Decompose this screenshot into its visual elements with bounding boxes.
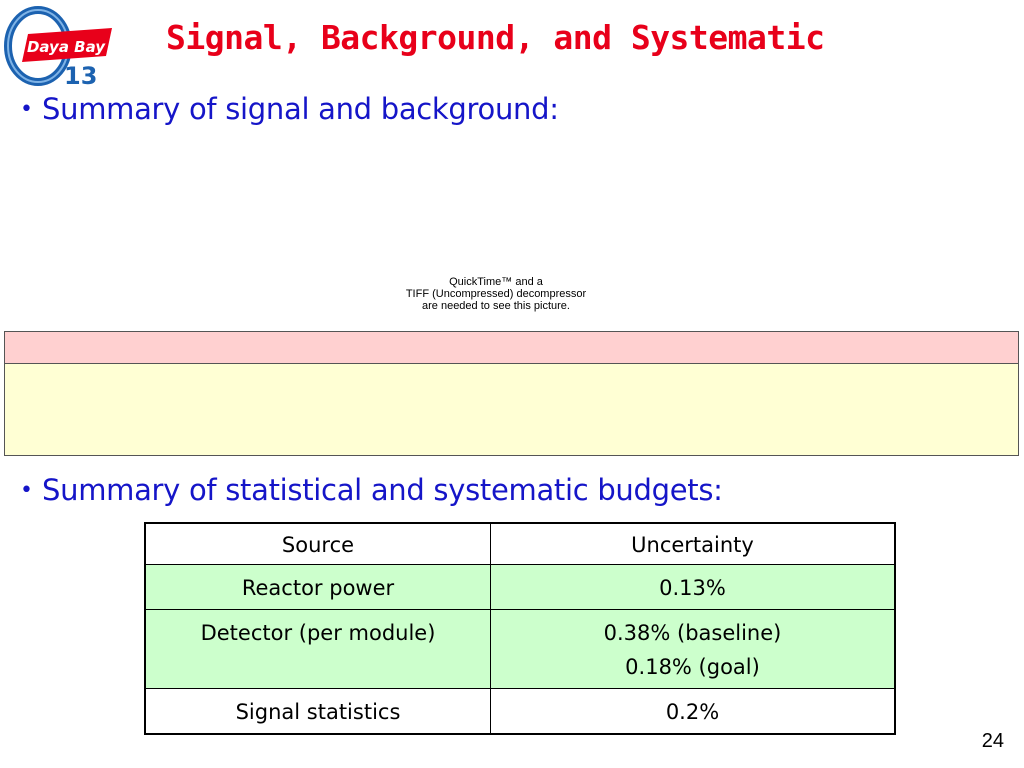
signal-table-body-band	[4, 363, 1019, 456]
bullet-signal-background	[20, 92, 559, 126]
slide-title: Signal, Background, and Systematic	[166, 18, 825, 57]
header-source: Source	[145, 523, 491, 565]
signal-table-header-band	[4, 331, 1019, 364]
theta13-logo-icon	[2, 4, 118, 90]
missing-image-placeholder	[366, 276, 626, 312]
table-row	[145, 610, 895, 689]
bullet-dot-icon: •	[20, 478, 33, 503]
daya-bay-logo	[2, 4, 118, 90]
logo-subscript: 13	[64, 62, 98, 90]
logo-text: Daya Bay	[26, 38, 106, 56]
bullet-text: Summary of signal and background:	[42, 92, 559, 126]
uncertainty-baseline: 0.38% (baseline)	[603, 621, 782, 645]
cell-uncertainty: 0.13%	[491, 565, 896, 610]
cell-source: Reactor power	[145, 565, 491, 610]
uncertainty-budget-table	[144, 522, 896, 735]
cell-uncertainty	[491, 610, 896, 689]
bullet-text: Summary of statistical and systematic budgets:	[42, 473, 723, 507]
cell-source: Detector (per module)	[145, 610, 491, 689]
table-header-row	[145, 523, 895, 565]
cell-source: Signal statistics	[145, 689, 491, 735]
table-row	[145, 689, 895, 735]
page-number: 24	[981, 730, 1004, 752]
bullet-statistical-systematic	[20, 473, 723, 507]
header-uncertainty: Uncertainty	[491, 523, 896, 565]
placeholder-line: are needed to see this picture.	[422, 300, 570, 312]
uncertainty-goal: 0.18% (goal)	[625, 655, 760, 679]
placeholder-line: TIFF (Uncompressed) decompressor	[405, 288, 587, 300]
placeholder-line: QuickTime™ and a	[449, 276, 543, 288]
table-row	[145, 565, 895, 610]
bullet-dot-icon: •	[20, 97, 33, 122]
cell-uncertainty: 0.2%	[491, 689, 896, 735]
